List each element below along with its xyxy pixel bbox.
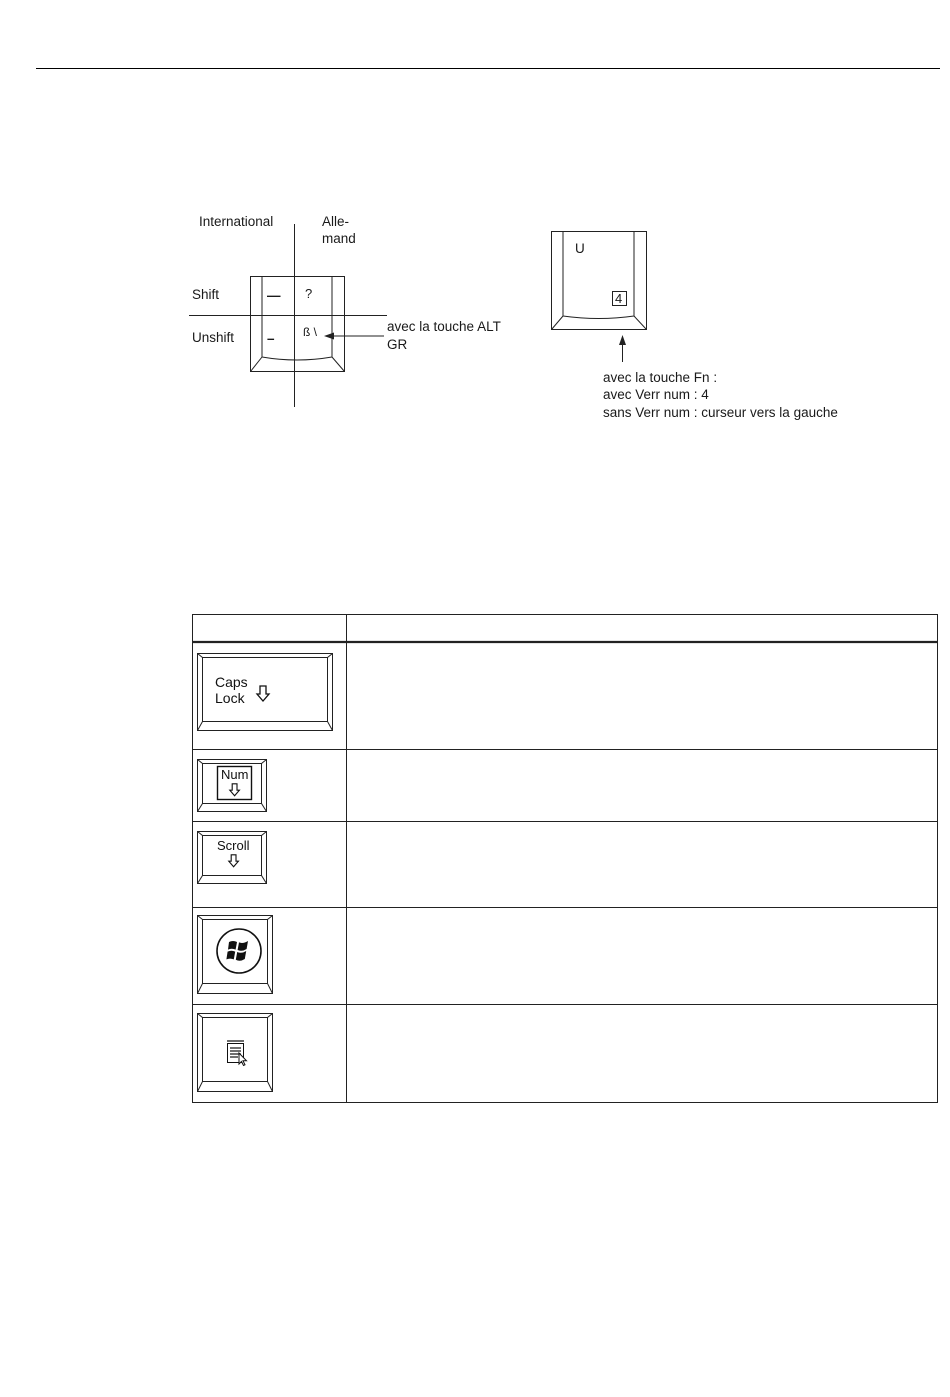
unshift-label: Unshift [192,330,235,345]
right-key-main-char: U [575,241,585,256]
key-shift-international: — [267,288,281,303]
right-key-outer [552,232,647,330]
table-header-key [196,618,342,638]
fn-note-line2: avec Verr num : 4 [603,387,709,402]
german-label-line1: Alle- [322,214,350,229]
key-unshift-international: – [267,331,275,346]
diagram-left-lines [0,0,950,450]
caps-key-line2: Lock [215,690,245,706]
windows-key [196,914,276,996]
num-key-label: Num [221,767,249,782]
altgr-note-line2: GR [387,337,408,352]
caps-key-line1: Caps [215,674,248,690]
shift-label: Shift [192,287,220,302]
german-label-line2: mand [322,231,356,246]
table-grid [0,600,950,1110]
context-menu-icon [227,1041,247,1066]
right-key-secondary-char: 4 [615,291,623,306]
key-unshift-german: ß \ [303,325,317,339]
down-arrow-icon [229,855,239,867]
fn-arrow-head [619,335,626,345]
key-shift-german: ? [305,286,313,301]
context-menu-key [196,1012,276,1094]
altgr-arrow-head [324,333,334,340]
fn-note-line3: sans Verr num : curseur vers la gauche [603,405,838,420]
down-arrow-icon [230,784,240,796]
fn-note-line1: avec la touche Fn : [603,370,718,385]
windows-logo-icon [226,941,248,961]
down-arrow-icon [257,686,269,701]
table-header-function [352,618,932,638]
scroll-key-label: Scroll [217,838,250,853]
international-label: International [199,214,274,229]
altgr-note-line1: avec la touche ALT [387,319,501,334]
